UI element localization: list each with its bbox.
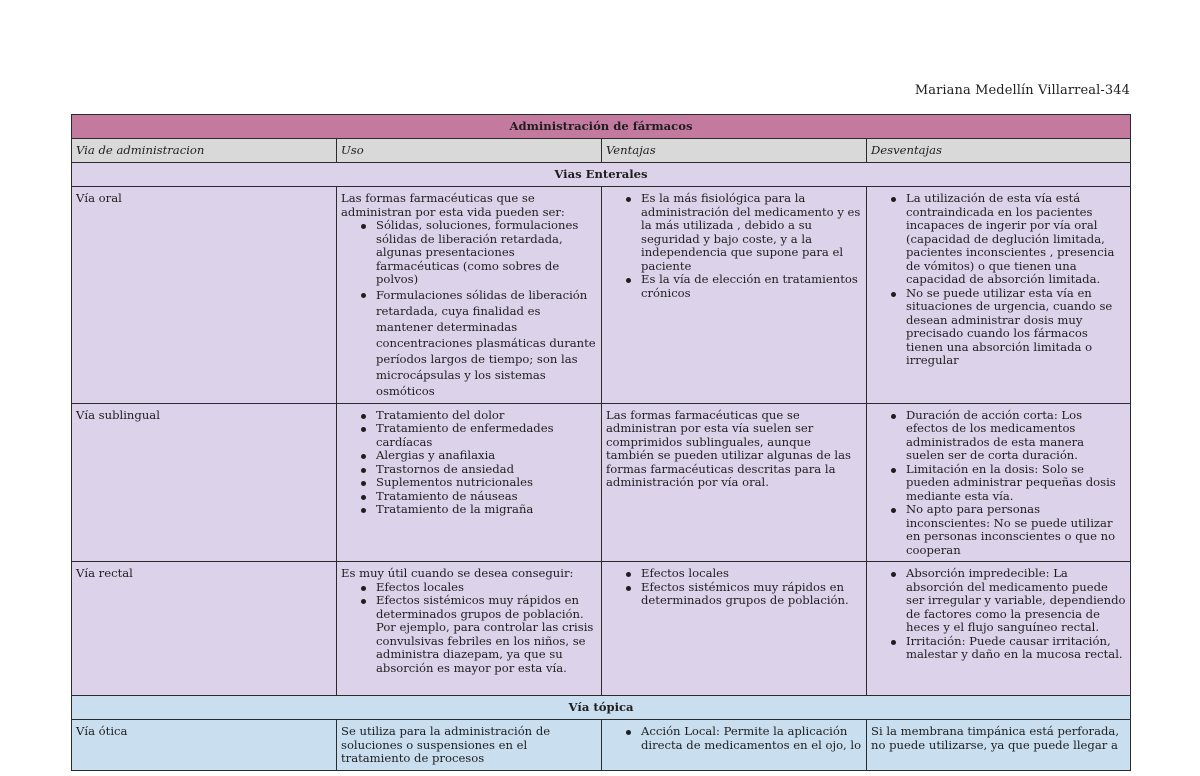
uso-cell — [337, 403, 602, 562]
desventajas-cell — [867, 403, 1131, 562]
ventajas-cell — [602, 562, 867, 696]
list-item: Limitación en la dosis: Solo se pueden administrar pequeñas dosis mediante esta vía. — [871, 463, 1126, 504]
section-row — [72, 163, 1131, 187]
desventajas-list — [871, 409, 1126, 558]
route-name: Vía oral — [72, 187, 337, 404]
list-item: Irritación: Puede causar irritación, malestar y daño en la mucosa rectal. — [871, 635, 1126, 662]
uso-intro: Es muy útil cuando se desea conseguir: — [341, 566, 574, 580]
list-item: La utilización de esta vía está contraindicada en los pacientes incapaces de ingerir por vía oral (capacidad de deglución limitada, pacientes inconscientes , presencia de vómitos) o que tienen una capacidad de absorción limitada. — [871, 192, 1126, 287]
list-item: No se puede utilizar esta vía en situaciones de urgencia, cuando se desean administrar dosis muy precisado cuando los fármacos tienen una absorción limitada o irregular — [871, 287, 1126, 368]
list-item: Tratamiento de la migraña — [341, 503, 597, 517]
list-item: Suplementos nutricionales — [341, 476, 597, 490]
ventajas-list — [606, 567, 862, 608]
list-item: No apto para personas inconscientes: No se puede utilizar en personas inconscientes o que no cooperan — [871, 503, 1126, 557]
table-row — [72, 562, 1131, 696]
list-item: Duración de acción corta: Los efectos de los medicamentos administrados de esta manera suelen ser de corta duración. — [871, 409, 1126, 463]
route-name: Vía rectal — [72, 562, 337, 696]
table-header-row — [72, 139, 1131, 163]
list-item: Efectos locales — [341, 581, 597, 595]
desventajas-cell — [867, 562, 1131, 696]
drug-administration-table — [71, 114, 1131, 771]
list-item: Sólidas, soluciones, formulaciones sólidas de liberación retardada, algunas presentaciones farmacéuticas (como sobres de polvos) — [341, 219, 597, 287]
section-title: Vias Enterales — [72, 163, 1131, 187]
table-row — [72, 187, 1131, 404]
ventajas-list — [606, 725, 862, 752]
uso-text: Se utiliza para la administración de soluciones o suspensiones en el tratamiento de procesos — [341, 724, 551, 765]
uso-list — [341, 409, 597, 517]
list-item: Tratamiento de náuseas — [341, 490, 597, 504]
column-header: Ventajas — [602, 139, 867, 163]
list-item: Es la vía de elección en tratamientos crónicos — [606, 273, 862, 300]
list-item: Efectos sistémicos muy rápidos en determinados grupos de población. Por ejemplo, para controlar las crisis convulsivas febriles en los niños, se administra diazepam, ya que su absorción es mayor por esta vía. — [341, 594, 597, 675]
desventajas-list — [871, 192, 1126, 368]
list-item: Formulaciones sólidas de liberación retardada, cuya finalidad es mantener determinadas concentraciones plasmáticas durante períodos largos de tiempo; son las microcápsulas y los sistemas osmóticos — [341, 287, 597, 399]
list-item: Acción Local: Permite la aplicación directa de medicamentos en el ojo, lo — [606, 725, 862, 752]
uso-intro: Las formas farmacéuticas que se administran por esta vida pueden ser: — [341, 191, 565, 219]
column-header: Desventajas — [867, 139, 1131, 163]
ventajas-cell — [602, 403, 867, 562]
table-title-row — [72, 115, 1131, 139]
uso-cell — [337, 562, 602, 696]
desventajas-list — [871, 567, 1126, 662]
table-row — [72, 720, 1131, 771]
list-item: Tratamiento del dolor — [341, 409, 597, 423]
ventajas-list — [606, 192, 862, 300]
list-item: Trastornos de ansiedad — [341, 463, 597, 477]
route-name: Vía sublingual — [72, 403, 337, 562]
list-item: Alergias y anafilaxia — [341, 449, 597, 463]
desventajas-cell — [867, 187, 1131, 404]
ventajas-text: Las formas farmacéuticas que se administran por esta vía suelen ser comprimidos sublinguales, aunque también se pueden utilizar algunas de las formas farmacéuticas descritas para la administración por vía oral. — [606, 407, 851, 489]
list-item: Absorción impredecible: La absorción del medicamento puede ser irregular y variable, dependiendo de factores como la presencia de heces y el flujo sanguíneo rectal. — [871, 567, 1126, 635]
author-name: Mariana Medellín Villarreal-344 — [914, 83, 1130, 98]
list-item: Efectos locales — [606, 567, 862, 581]
column-header: Uso — [337, 139, 602, 163]
column-header: Via de administracion — [72, 139, 337, 163]
uso-cell — [337, 187, 602, 404]
uso-cell — [337, 720, 602, 771]
table-row — [72, 403, 1131, 562]
section-row — [72, 696, 1131, 720]
ventajas-cell — [602, 720, 867, 771]
list-item: Es la más fisiológica para la administración del medicamento y es la más utilizada , debido a su seguridad y bajo coste, y a la independencia que supone para el paciente — [606, 192, 862, 273]
ventajas-cell — [602, 187, 867, 404]
list-item: Tratamiento de enfermedades cardíacas — [341, 422, 597, 449]
list-item: Efectos sistémicos muy rápidos en determinados grupos de población. — [606, 581, 862, 608]
desventajas-cell — [867, 720, 1131, 771]
route-name: Vía ótica — [72, 720, 337, 771]
uso-list — [341, 219, 597, 399]
desventajas-text: Si la membrana timpánica está perforada, no puede utilizarse, ya que puede llegar a — [871, 724, 1120, 752]
table-title: Administración de fármacos — [72, 115, 1131, 139]
uso-list — [341, 581, 597, 676]
section-title: Vía tópica — [72, 696, 1131, 720]
